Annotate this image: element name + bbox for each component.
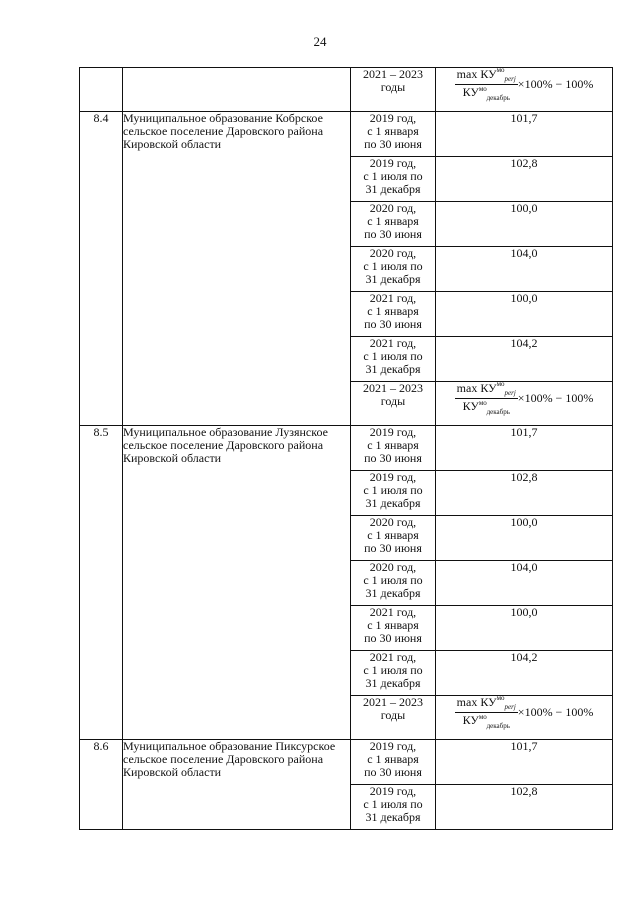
period-line: 2019 год, bbox=[369, 156, 417, 170]
period-line: с 1 июля по bbox=[363, 169, 423, 183]
period-line: по 30 июня bbox=[364, 631, 422, 645]
period-line: 31 декабря bbox=[365, 810, 421, 824]
period-line: 31 декабря bbox=[365, 586, 421, 600]
period-cell bbox=[351, 471, 436, 516]
period-line: с 1 января bbox=[367, 124, 419, 138]
index-value: 100,0 bbox=[436, 202, 613, 247]
section-number: 8.4 bbox=[80, 112, 123, 426]
period-line: с 1 июля по bbox=[363, 573, 423, 587]
period-cell bbox=[351, 426, 436, 471]
formula-cell bbox=[436, 68, 613, 112]
table-row bbox=[80, 68, 613, 112]
period-cell bbox=[351, 561, 436, 606]
period-line: по 30 июня bbox=[364, 541, 422, 555]
index-value: 102,8 bbox=[436, 785, 613, 830]
period-line: 31 декабря bbox=[365, 496, 421, 510]
period-line: по 30 июня bbox=[364, 451, 422, 465]
index-value: 100,0 bbox=[436, 516, 613, 561]
period-line: 2021 – 2023 bbox=[363, 695, 423, 709]
formula-numerator: $\max КУ^{мо}_{perj}$ bbox=[456, 694, 516, 711]
period-cell bbox=[351, 68, 436, 112]
municipality-name: Муниципальное образование Кобрское сельское поселение Даровского района Кировской области bbox=[123, 112, 351, 426]
period-cell bbox=[351, 202, 436, 247]
period-line: по 30 июня bbox=[364, 765, 422, 779]
period-cell bbox=[351, 112, 436, 157]
formula-denominator: $КУ^{мо}_{декабрь}$ bbox=[462, 85, 510, 102]
municipality-name: Муниципальное образование Пиксурское сельское поселение Даровского района Кировской области bbox=[123, 740, 351, 830]
period-line: с 1 июля по bbox=[363, 349, 423, 363]
formula-denominator: $КУ^{мо}_{декабрь}$ bbox=[462, 713, 510, 730]
period-line: 2019 год, bbox=[369, 425, 417, 439]
municipality-name bbox=[123, 68, 351, 112]
period-line: 2021 год, bbox=[369, 291, 417, 305]
index-value: 100,0 bbox=[436, 606, 613, 651]
index-value: 104,0 bbox=[436, 247, 613, 292]
period-line: с 1 января bbox=[367, 214, 419, 228]
period-line: по 30 июня bbox=[364, 317, 422, 331]
period-line: 31 декабря bbox=[365, 272, 421, 286]
period-line: с 1 июля по bbox=[363, 797, 423, 811]
period-line: 31 декабря bbox=[365, 182, 421, 196]
period-line: 2021 – 2023 bbox=[363, 67, 423, 81]
table-row bbox=[80, 112, 613, 157]
period-cell bbox=[351, 247, 436, 292]
index-value: 102,8 bbox=[436, 471, 613, 516]
period-line: с 1 января bbox=[367, 304, 419, 318]
period-cell bbox=[351, 157, 436, 202]
index-value: 101,7 bbox=[436, 740, 613, 785]
section-number: 8.6 bbox=[80, 740, 123, 830]
period-line: годы bbox=[380, 708, 406, 722]
period-cell bbox=[351, 382, 436, 426]
period-line: по 30 июня bbox=[364, 227, 422, 241]
period-line: с 1 января bbox=[367, 528, 419, 542]
period-line: 2020 год, bbox=[369, 246, 417, 260]
period-line: 2021 год, bbox=[369, 336, 417, 350]
period-line: 2019 год, bbox=[369, 784, 417, 798]
index-value: 101,7 bbox=[436, 112, 613, 157]
period-line: годы bbox=[380, 80, 406, 94]
period-line: 2019 год, bbox=[369, 111, 417, 125]
index-value: 104,2 bbox=[436, 337, 613, 382]
period-line: 2020 год, bbox=[369, 560, 417, 574]
period-line: по 30 июня bbox=[364, 137, 422, 151]
section-number: 8.5 bbox=[80, 426, 123, 740]
period-line: 31 декабря bbox=[365, 676, 421, 690]
formula-cell bbox=[436, 696, 613, 740]
period-cell bbox=[351, 651, 436, 696]
row-number bbox=[80, 68, 123, 112]
formula-tail: ×100% − 100% bbox=[517, 705, 594, 719]
period-line: 2020 год, bbox=[369, 515, 417, 529]
index-value: 104,0 bbox=[436, 561, 613, 606]
period-line: с 1 июля по bbox=[363, 259, 423, 273]
period-line: с 1 января bbox=[367, 752, 419, 766]
formula-tail: ×100% − 100% bbox=[517, 77, 594, 91]
period-cell bbox=[351, 696, 436, 740]
period-line: 2021 год, bbox=[369, 605, 417, 619]
period-line: 2019 год, bbox=[369, 470, 417, 484]
formula-fraction bbox=[455, 68, 518, 101]
formula-numerator: $\max КУ^{мо}_{perj}$ bbox=[456, 380, 516, 397]
formula-fraction bbox=[455, 382, 518, 415]
period-cell bbox=[351, 516, 436, 561]
period-cell bbox=[351, 785, 436, 830]
period-cell bbox=[351, 292, 436, 337]
formula-tail: ×100% − 100% bbox=[517, 391, 594, 405]
tariff-table bbox=[79, 67, 613, 830]
page-number: 24 bbox=[313, 34, 327, 49]
index-value: 102,8 bbox=[436, 157, 613, 202]
index-value: 101,7 bbox=[436, 426, 613, 471]
period-line: 2021 – 2023 bbox=[363, 381, 423, 395]
period-cell bbox=[351, 337, 436, 382]
period-line: 2020 год, bbox=[369, 201, 417, 215]
table-row bbox=[80, 740, 613, 785]
formula-cell bbox=[436, 382, 613, 426]
index-value: 104,2 bbox=[436, 651, 613, 696]
index-value: 100,0 bbox=[436, 292, 613, 337]
period-line: с 1 января bbox=[367, 438, 419, 452]
period-line: с 1 июля по bbox=[363, 663, 423, 677]
formula-numerator: $\max КУ^{мо}_{perj}$ bbox=[456, 66, 516, 83]
period-line: 2021 год, bbox=[369, 650, 417, 664]
formula-denominator: $КУ^{мо}_{декабрь}$ bbox=[462, 399, 510, 416]
municipality-name: Муниципальное образование Лузянское сельское поселение Даровского района Кировской области bbox=[123, 426, 351, 740]
table-row bbox=[80, 426, 613, 471]
period-line: с 1 июля по bbox=[363, 483, 423, 497]
period-cell bbox=[351, 740, 436, 785]
period-cell bbox=[351, 606, 436, 651]
period-line: с 1 января bbox=[367, 618, 419, 632]
period-line: 31 декабря bbox=[365, 362, 421, 376]
period-line: годы bbox=[380, 394, 406, 408]
period-line: 2019 год, bbox=[369, 739, 417, 753]
formula-fraction bbox=[455, 696, 518, 729]
